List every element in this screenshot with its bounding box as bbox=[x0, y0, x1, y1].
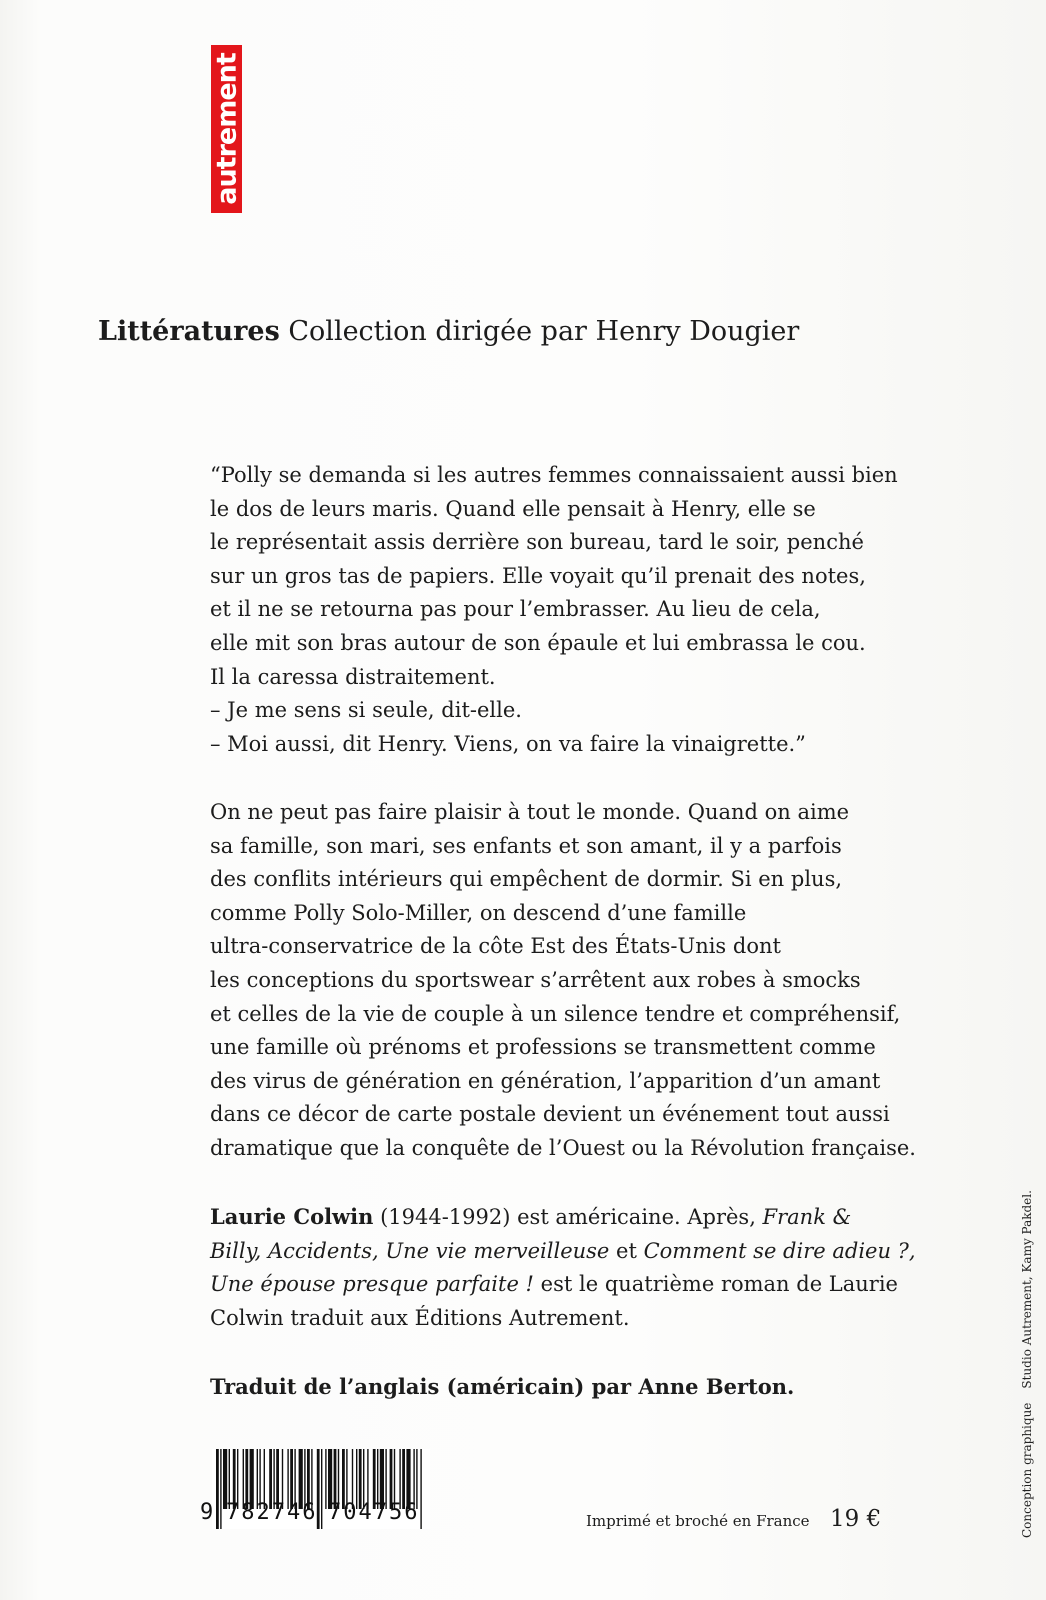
quote-line: – Moi aussi, dit Henry. Viens, on va faire la vinaigrette.” bbox=[210, 731, 806, 756]
quote-line: le dos de leurs maris. Quand elle pensait à Henry, elle se bbox=[210, 496, 816, 521]
description-line: On ne peut pas faire plaisir à tout le monde. Quand on aime bbox=[210, 800, 850, 824]
description-line: des conflits intérieurs qui empêchent de dormir. Si en plus, bbox=[210, 867, 843, 892]
credit-names: Studio Autrement, Kamy Pakdel. bbox=[1020, 1190, 1034, 1389]
bio-text: et bbox=[609, 1238, 644, 1263]
bio-title: Comment se dire adieu ?, bbox=[643, 1238, 916, 1263]
quote-line: Il la caressa distraitement. bbox=[210, 664, 496, 689]
bio-title: Frank & bbox=[762, 1205, 852, 1229]
description-line: une famille où prénoms et professions se transmettent comme bbox=[210, 1035, 876, 1060]
design-credit bbox=[1020, 1190, 1034, 1538]
printed-in-france: Imprimé et broché en France bbox=[586, 1512, 810, 1530]
collection-name: Littératures bbox=[98, 316, 280, 347]
quote-line: le représentait assis derrière son bureau, tard le soir, penché bbox=[210, 530, 864, 555]
bio-text: est le quatrième roman de Laurie bbox=[534, 1272, 898, 1297]
bio-title: Billy, Accidents, Une vie merveilleuse bbox=[210, 1238, 610, 1263]
quote-line: elle mit son bras autour de son épaule et lui embrassa le cou. bbox=[210, 630, 866, 655]
description-line: dans ce décor de carte postale devient un événement tout aussi bbox=[210, 1102, 890, 1127]
description-line: et celles de la vie de couple à un silence tendre et compréhensif, bbox=[210, 1001, 901, 1026]
bio-title: Une épouse presque parfaite ! bbox=[210, 1272, 534, 1297]
description-line: ultra-conservatrice de la côte Est des États-Unis dont bbox=[210, 934, 781, 959]
barcode-digits-left: 782746 bbox=[226, 1500, 318, 1525]
publisher-logo-text: autrement bbox=[211, 53, 242, 205]
barcode-digits-right: 704756 bbox=[328, 1500, 420, 1525]
barcode-digits bbox=[200, 1500, 440, 1534]
author-name: Laurie Colwin bbox=[210, 1204, 374, 1229]
quote-line: “Polly se demanda si les autres femmes connaissaient aussi bien bbox=[210, 463, 898, 487]
publisher-logo bbox=[211, 45, 242, 213]
description-line: des virus de génération en génération, l’apparition d’un amant bbox=[210, 1068, 881, 1093]
collection-director: Collection dirigée par Henry Dougier bbox=[288, 316, 800, 347]
excerpt-quote bbox=[210, 459, 950, 761]
price-label: 19 € bbox=[830, 1506, 882, 1532]
quote-line: – Je me sens si seule, dit-elle. bbox=[210, 698, 522, 723]
description-line: dramatique que la conquête de l’Ouest ou la Révolution française. bbox=[210, 1135, 916, 1160]
author-bio bbox=[210, 1200, 950, 1335]
bio-line bbox=[210, 1302, 950, 1336]
bio-line bbox=[210, 1235, 950, 1269]
barcode-digit-first: 9 bbox=[200, 1500, 214, 1525]
description-line: comme Polly Solo-Miller, on descend d’une famille bbox=[210, 900, 747, 925]
collection-line bbox=[98, 314, 898, 350]
translator-line: Traduit de l’anglais (américain) par Anne Berton. bbox=[210, 1374, 795, 1399]
bio-line bbox=[210, 1200, 950, 1235]
bio-text: (1944-1992) est américaine. Après, bbox=[373, 1205, 763, 1229]
bio-text: Colwin traduit aux Éditions Autrement. bbox=[210, 1305, 630, 1330]
description-line: les conceptions du sportswear s’arrêtent aux robes à smocks bbox=[210, 967, 861, 992]
quote-line: sur un gros tas de papiers. Elle voyait qu’il prenait des notes, bbox=[210, 563, 866, 588]
credit-label: Conception graphique bbox=[1020, 1402, 1034, 1538]
translator-credit bbox=[210, 1370, 950, 1404]
quote-line: et il ne se retourna pas pour l’embrasser. Au lieu de cela, bbox=[210, 597, 821, 622]
description-line: sa famille, son mari, ses enfants et son amant, il y a parfois bbox=[210, 833, 842, 858]
book-description bbox=[210, 796, 950, 1166]
bio-line bbox=[210, 1268, 950, 1302]
